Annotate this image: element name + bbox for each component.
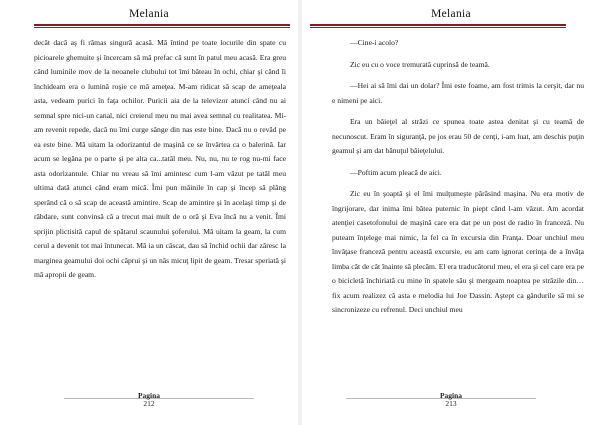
left-page xyxy=(4,0,294,425)
running-header: Melania xyxy=(129,8,169,20)
paragraph: Zic eu cu o voce tremurată cuprinsă de teamă. xyxy=(350,59,490,69)
paragraph: —Cine-i acolo? xyxy=(350,38,399,47)
page-footer xyxy=(4,392,294,408)
paragraph: Zic eu în şoaptă şi el îmi mulţumeşte părăsind maşina. Nu era motiv de îngrijorare, dar inima îmi bătea puternic în piept când l-am văzut. Am acordat atenţiei casetofonului de maşină care era dat pe un post de radio în franceză. Nu puteam înţelege mai nimic, la fel ca în excursia din Franţa. Doar unchiul meu învăţase franceză pentru această excursie, eu am cam ignorat cerinţa de a învăţa limba cât de cât înainte să plecăm. El era traducătorul meu, el era şi cel care era pe o bicicletă închiriată cu mine în spatele său şi mergeam noaptea pe străzile din…fix acum realizez că asta e melodia lui Joe Dassin. Aştept ca gândurile să mi se sincronizeze cu refrenul. Deci unchiul meu xyxy=(332,189,584,314)
paragraph: Era un băieţel al străzi ce spunea toate astea denitat şi cu teamă de necunoscut. Eram în siguranţă, pe jos erau 50 de cenţi, i-am luat, am deschis puţin geamul şi am dat bănuţul băieţelului. xyxy=(332,117,584,155)
running-header: Melania xyxy=(431,8,471,20)
header-rule-dark xyxy=(34,27,290,28)
page-number: 212 xyxy=(143,399,155,408)
page-body xyxy=(34,36,286,283)
header-rule-red xyxy=(34,24,290,26)
right-page xyxy=(306,0,596,425)
page-body xyxy=(332,36,584,318)
book-spine xyxy=(298,0,302,425)
paragraph: —Hei ai să îmi dai un dolar? Îmi este foame, am fost trimis la cerşit, dar nu e nimeni pe aici. xyxy=(332,81,584,105)
paragraph: decât dacă aş fi rămas singură acasă. Mă întind pe toate locurile din spate cu picioarele ghemuite şi încercam să mă prefac că sunt în patul meu acasă. Era greu când luminile mov de la neoanele clubului tot îmi băteau în ochi, chiar şi când îi închideam era o lumină roşie ce mă ameţea. M-am ridicat să scap de ameţeala asta, vedeam purici în faţa ochilor. Puricii aia de la televizor atunci când nu ai semnal spre nici-un canal, nici creierul meu nu mai avea semnal cu realitatea. Mi-am revenit repede, dacă nu îmi curge sânge din nas este bine. Dacă nu o revăd pe ea este bine. Mă uitam la odorizantul de maşină ce se învârtea ca o balerină. Iar acum se legăna pe o parte şi pe alta ca...tatăl meu. Nu, nu, nu te rog nu-mi face asta odorizantule. Chiar nu vreau să îmi amintesc cum l-am văzut pe tatăl meu ultima dată atunci când eram mică. Îmi pun mâinile în cap şi încep să plâng sperând că o să scap de această amintire. Scap de amintire şi în acelaşi timp şi de răbdare, sunt convinsă că a trecut mai mult de o oră şi Eva încă nu a venit. Îmi sprijin plictisită capul de spătarul scaunului şoferului. Mă uitam la geam, la cum cerul a devenit tot mai întunecat. Mă ia un căscat, dau să închid ochii dar zăresc la marginea geamului doi ochi căprui şi un năs micuţ lipit de geam. Tresar speriată şi mă apropii de geam. xyxy=(34,38,286,279)
footer-label: Pagina xyxy=(439,391,463,400)
header-rule-dark xyxy=(310,27,566,28)
paragraph: —Poftim acum pleacă de aici. xyxy=(350,167,442,177)
page-footer xyxy=(306,392,596,408)
page-number: 213 xyxy=(445,399,457,408)
header-rule-red xyxy=(310,24,566,26)
footer-label: Pagina xyxy=(137,391,161,400)
